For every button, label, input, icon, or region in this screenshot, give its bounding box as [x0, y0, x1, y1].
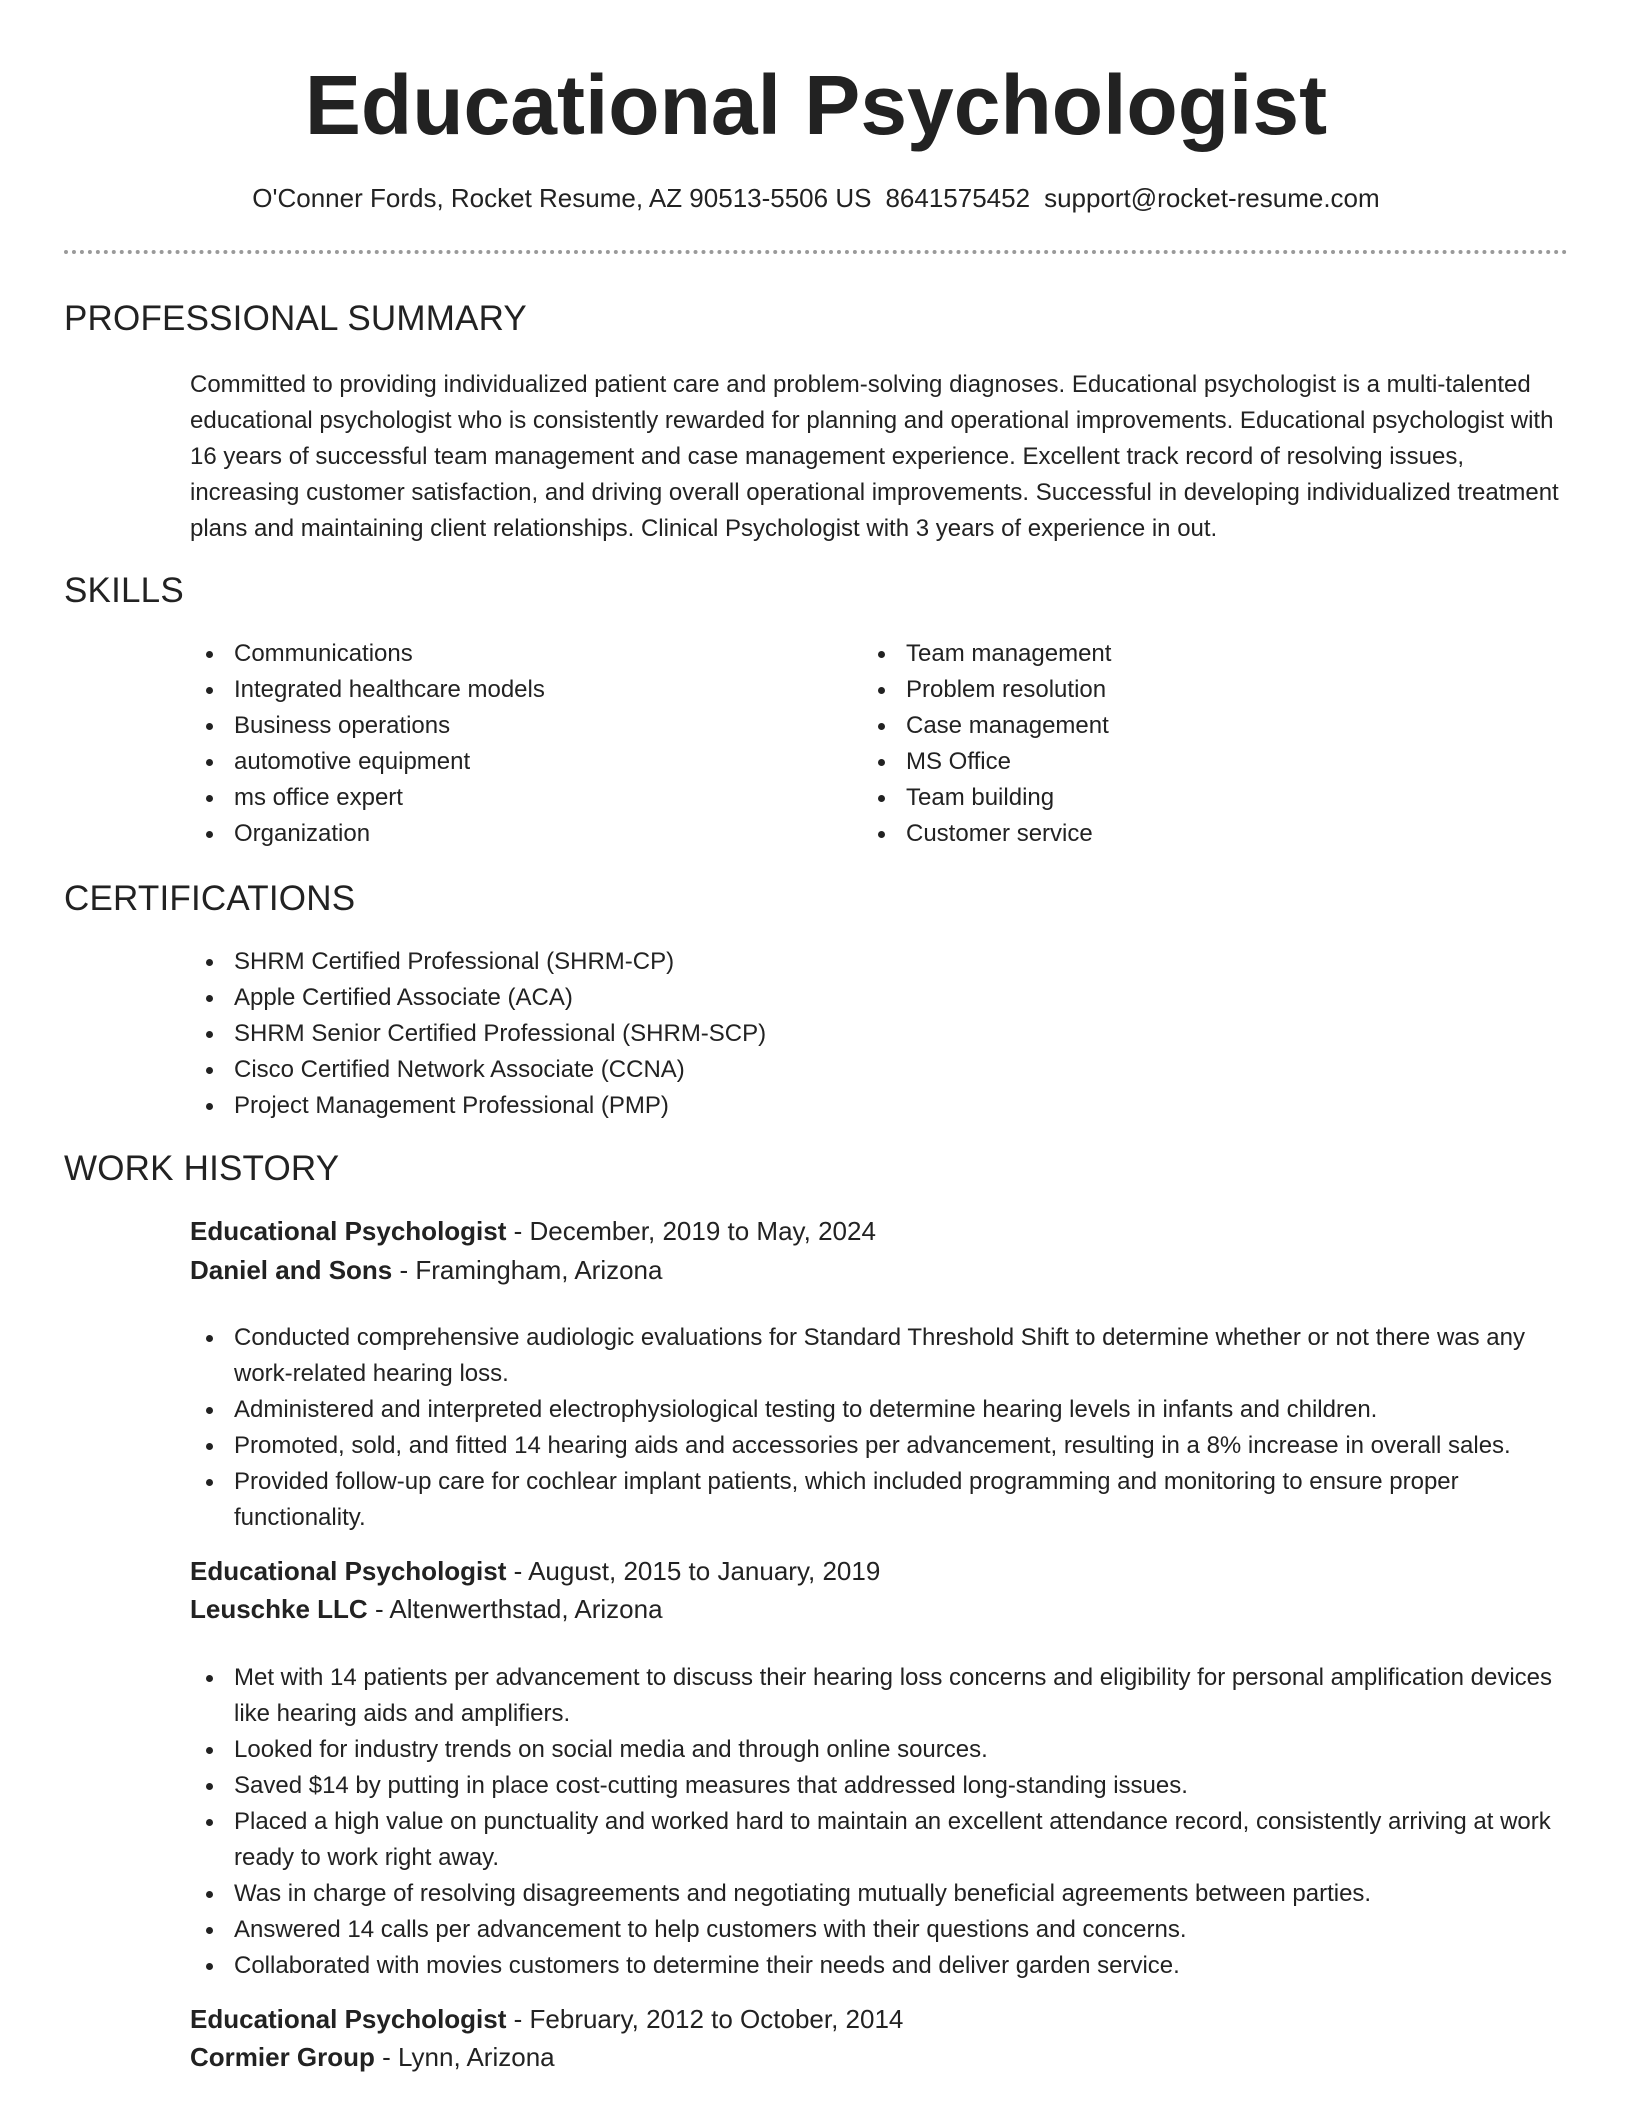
certifications-list	[190, 944, 1490, 1124]
list-item: SHRM Senior Certified Professional (SHRM-SCP)	[190, 1016, 1490, 1052]
contact-email: support@rocket-resume.com	[1044, 183, 1380, 213]
job-company: Cormier Group	[190, 2042, 375, 2072]
job-company-line	[190, 1590, 663, 1628]
list-item: Team building	[862, 780, 1502, 816]
skills-list-right	[862, 636, 1502, 852]
list-item: Customer service	[862, 816, 1502, 852]
job-dates: - February, 2012 to October, 2014	[506, 2004, 904, 2034]
job-company: Leuschke LLC	[190, 1594, 368, 1624]
list-item: Case management	[862, 708, 1502, 744]
list-item: Business operations	[190, 708, 830, 744]
list-item: Integrated healthcare models	[190, 672, 830, 708]
list-item: Conducted comprehensive audiologic evaluations for Standard Threshold Shift to determine whether or not there was any work-related hearing loss.	[190, 1320, 1570, 1392]
job-location: - Lynn, Arizona	[374, 2042, 555, 2072]
list-item: Was in charge of resolving disagreements and negotiating mutually beneficial agreements between parties.	[190, 1876, 1570, 1912]
list-item: Team management	[862, 636, 1502, 672]
list-item: Administered and interpreted electrophysiological testing to determine hearing levels in infants and children.	[190, 1392, 1570, 1428]
job-bullets	[190, 1320, 1570, 1536]
list-item: Collaborated with movies customers to determine their needs and deliver garden service.	[190, 1948, 1570, 1984]
section-title-summary: PROFESSIONAL SUMMARY	[64, 299, 527, 338]
section-title-work-history: WORK HISTORY	[64, 1149, 340, 1188]
contact-line	[0, 180, 1632, 216]
contact-phone: 8641575452	[885, 183, 1031, 213]
list-item: Met with 14 patients per advancement to discuss their hearing loss concerns and eligibility for personal amplification devices like hearing aids and amplifiers.	[190, 1660, 1570, 1732]
list-item: Organization	[190, 816, 830, 852]
list-item: Problem resolution	[862, 672, 1502, 708]
section-title-skills: SKILLS	[64, 571, 184, 610]
job-location: - Framingham, Arizona	[392, 1255, 663, 1285]
list-item: MS Office	[862, 744, 1502, 780]
list-item: ms office expert	[190, 780, 830, 816]
list-item: Provided follow-up care for cochlear implant patients, which included programming and monitoring to ensure proper functionality.	[190, 1464, 1570, 1536]
list-item: Saved $14 by putting in place cost-cutting measures that addressed long-standing issues.	[190, 1768, 1570, 1804]
list-item: Cisco Certified Network Associate (CCNA)	[190, 1052, 1490, 1088]
job-title-line	[190, 1552, 880, 1590]
job-company: Daniel and Sons	[190, 1255, 393, 1285]
summary-text: Committed to providing individualized patient care and problem-solving diagnoses. Educational psychologist is a multi-talented educational psychologist who is consistently rewarded for planning and operational improvements. Educational psychologist with 16 years of successful team management and case management experience. Excellent track record of resolving issues, increasing customer satisfaction, and driving overall operational improvements. Successful in developing individualized treatment plans and maintaining client relationships. Clinical Psychologist with 3 years of experience in out.	[190, 371, 1559, 542]
job-title: Educational Psychologist	[190, 2004, 507, 2034]
list-item: Promoted, sold, and fitted 14 hearing aids and accessories per advancement, resulting in a 8% increase in overall sales.	[190, 1428, 1570, 1464]
job-title-line	[190, 1212, 876, 1250]
job-company-line	[190, 2038, 555, 2076]
list-item: Communications	[190, 636, 830, 672]
job-company-line	[190, 1251, 662, 1289]
job-bullets	[190, 1660, 1570, 1984]
job-dates: - December, 2019 to May, 2024	[506, 1216, 876, 1246]
resume-name: Educational Psychologist	[304, 58, 1328, 152]
list-item: Apple Certified Associate (ACA)	[190, 980, 1490, 1016]
list-item: SHRM Certified Professional (SHRM-CP)	[190, 944, 1490, 980]
list-item: Placed a high value on punctuality and worked hard to maintain an excellent attendance record, consistently arriving at work ready to work right away.	[190, 1804, 1570, 1876]
contact-address: O'Conner Fords, Rocket Resume, AZ 90513-5506 US	[252, 183, 872, 213]
list-item: automotive equipment	[190, 744, 830, 780]
job-title-line	[190, 2000, 903, 2038]
job-title: Educational Psychologist	[190, 1216, 507, 1246]
skills-list-left	[190, 636, 830, 852]
job-title: Educational Psychologist	[190, 1556, 507, 1586]
job-dates: - August, 2015 to January, 2019	[506, 1556, 881, 1586]
list-item: Project Management Professional (PMP)	[190, 1088, 1490, 1124]
list-item: Answered 14 calls per advancement to help customers with their questions and concerns.	[190, 1912, 1570, 1948]
list-item: Looked for industry trends on social media and through online sources.	[190, 1732, 1570, 1768]
section-title-certifications: CERTIFICATIONS	[64, 879, 356, 918]
job-location: - Altenwerthstad, Arizona	[367, 1594, 663, 1624]
header-divider	[64, 250, 1568, 254]
